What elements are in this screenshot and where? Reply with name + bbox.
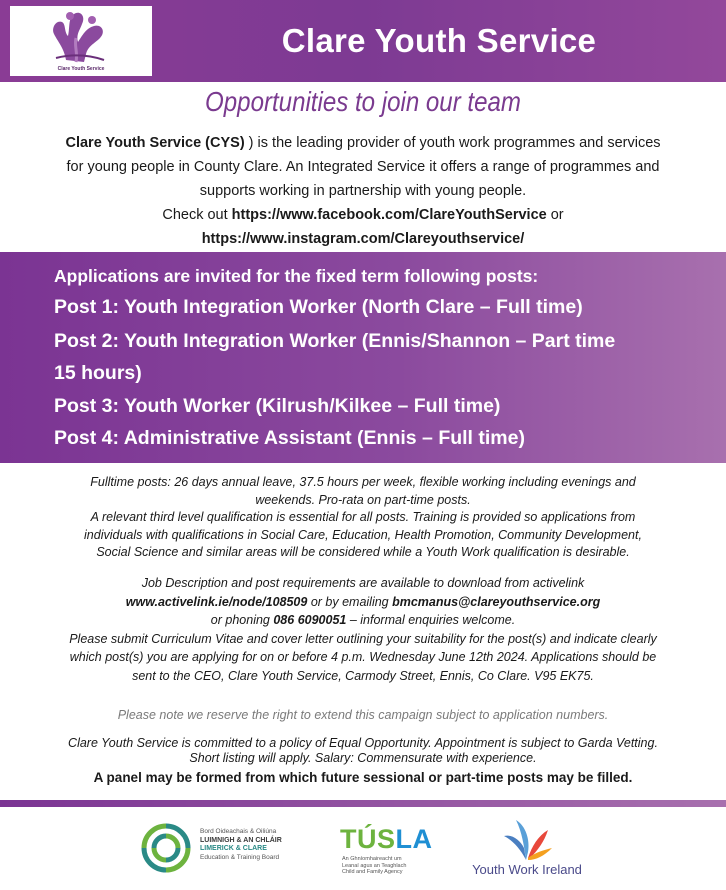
page-title: Clare Youth Service: [281, 22, 597, 59]
cys-figures-icon: [46, 8, 116, 66]
tusla-word-a: TÚS: [340, 824, 396, 854]
footer-divider: [0, 800, 726, 807]
email-link[interactable]: bmcmanus@clareyouthservice.org: [392, 594, 601, 609]
links-prefix: Check out: [162, 207, 232, 223]
org-name: Clare Youth Service (CYS): [65, 135, 245, 151]
ywi-flower-icon: [498, 818, 556, 862]
clare-youth-service-logo: [10, 6, 152, 76]
equal-opportunity-note: [20, 736, 706, 766]
posts-lead: Applications are invited for the fixed term following posts:: [54, 266, 539, 286]
intro-line-1: [24, 131, 702, 155]
details-line-1: Fulltime posts: 26 days annual leave, 37.5 hours per week, flexible working including evenings and: [90, 475, 636, 489]
post-4: Post 4: Administrative Assistant (Ennis – Full time): [54, 427, 525, 449]
equal-line-2: Short listing will apply. Salary: Commensurate with experience.: [189, 751, 537, 765]
tusla-tag-2: Leanaí agus an Teaghlach: [342, 862, 407, 869]
intro-paragraph: [24, 131, 702, 203]
apply-line-1: Job Description and post requirements are available to download from activelink: [141, 576, 585, 590]
apply-line-2: [14, 593, 712, 612]
tusla-wordmark: [340, 824, 433, 855]
apply-line-5: which post(s) you are applying for on or before 4 p.m. Wednesday June 12th 2024. Applications should be: [69, 650, 657, 664]
header-banner: [0, 0, 726, 82]
links-line-1: [24, 203, 702, 227]
tusla-tagline: [342, 856, 406, 876]
instagram-link[interactable]: https://www.instagram.com/Clareyouthservice/: [201, 231, 525, 247]
post-1: Post 1: Youth Integration Worker (North Clare – Full time): [54, 296, 583, 318]
panel-note: A panel may be formed from which future sessional or part-time posts may be filled.: [93, 770, 633, 785]
lmetb-text: [200, 828, 282, 862]
tusla-tag-1: An Ghníomhaireacht um: [342, 856, 402, 862]
lmetb-line-2: LUIMNIGH & AN CHLÁIR: [200, 836, 282, 844]
intro-line-2: for young people in County Clare. An Integrated Service it offers a range of programmes and: [66, 159, 660, 175]
ywi-wordmark: Youth Work Ireland: [472, 862, 582, 877]
youth-work-ireland-logo: [462, 818, 592, 882]
tusla-tag-3: Child and Family Agency: [342, 869, 403, 875]
lmetb-swirl-icon: [136, 820, 196, 876]
details-line-5: Social Science and similar areas will be considered while a Youth Work qualification is desirable.: [96, 545, 630, 559]
details-line-2: weekends. Pro-rata on part-time posts.: [255, 492, 471, 507]
phone-suffix: – informal enquiries welcome.: [346, 613, 516, 627]
intro-line-3: supports working in partnership with young people.: [199, 183, 527, 199]
lmetb-logo: [136, 820, 296, 880]
facebook-link[interactable]: https://www.facebook.com/ClareYouthService: [231, 207, 547, 223]
activelink-link[interactable]: www.activelink.ie/node/108509: [125, 594, 308, 609]
apply-link-joiner: or by emailing: [307, 594, 393, 609]
post-2-continued: 15 hours): [54, 362, 142, 384]
subtitle: Opportunities to join our team: [205, 86, 521, 117]
phone-prefix: or phoning: [210, 613, 274, 627]
lmetb-line-4: Education & Training Board: [200, 853, 280, 861]
links-joiner: or: [546, 207, 564, 223]
phone-number: 086 6090051: [273, 613, 347, 627]
lmetb-line-1: Bord Oideachais & Oiliúna: [200, 828, 277, 835]
post-2: Post 2: Youth Integration Worker (Ennis/Shannon – Part time: [54, 330, 616, 352]
apply-line-3: [14, 611, 712, 630]
apply-line-6: sent to the CEO, Clare Youth Service, Carmody Street, Ennis, Co Clare. V95 EK75.: [132, 668, 594, 683]
details-line-4: individuals with qualifications in Social Care, Education, Health Promotion, Community Development,: [84, 527, 642, 542]
reserve-note: Please note we reserve the right to extend this campaign subject to application numbers.: [117, 708, 609, 722]
tusla-logo: [340, 822, 433, 878]
post-3: Post 3: Youth Worker (Kilrush/Kilkee – Full time): [54, 395, 501, 417]
details-line-3: A relevant third level qualification is essential for all posts. Training is provided so applications from: [90, 510, 636, 524]
terms-details: [20, 474, 706, 562]
equal-line-1: Clare Youth Service is committed to a policy of Equal Opportunity. Appointment is subject to Garda Vetting.: [68, 736, 658, 750]
intro-line-1-rest: ) is the leading provider of youth work programmes and services: [244, 135, 661, 151]
social-links: [24, 203, 702, 251]
tusla-word-b: LA: [395, 824, 433, 854]
apply-line-4: Please submit Curriculum Vitae and cover letter outlining your suitability for the post(s) and indicate clearly: [69, 631, 657, 646]
posts-section: [0, 252, 726, 463]
lmetb-line-3: LIMERICK & CLARE: [200, 845, 267, 852]
logo-caption: Clare Youth Service: [57, 66, 105, 72]
links-line-2: [24, 227, 702, 251]
application-instructions: [14, 574, 712, 685]
